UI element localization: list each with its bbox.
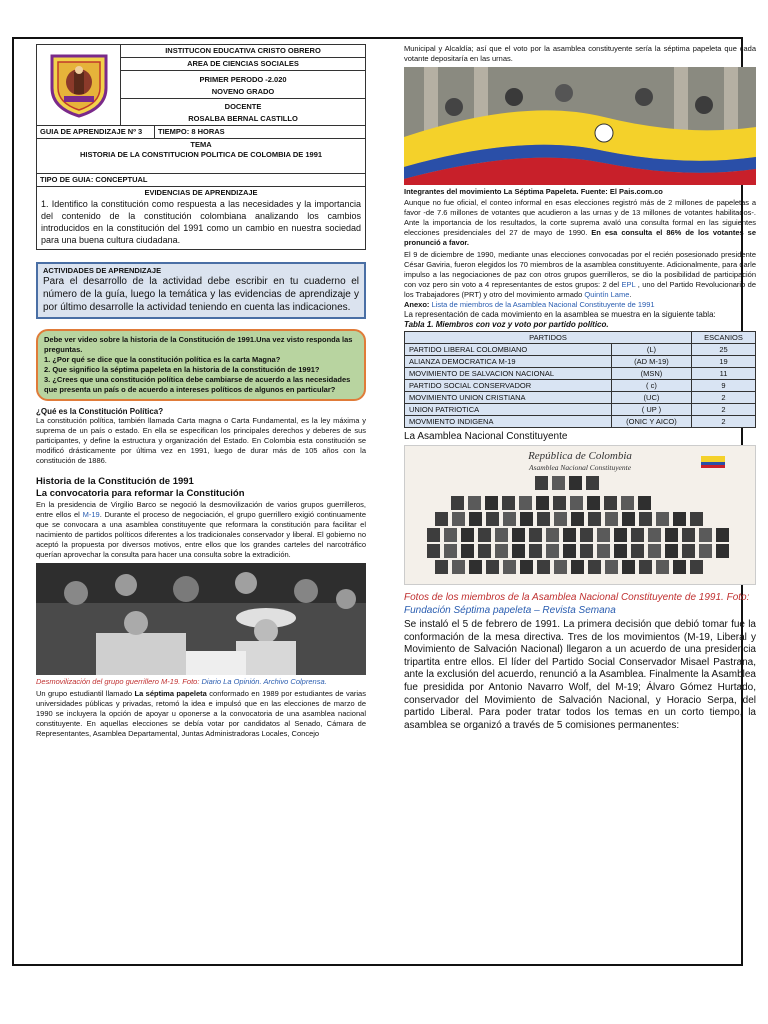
septima-text-a: Un grupo estudiantil llamado: [36, 689, 135, 698]
member-portrait: [682, 528, 695, 542]
member-portrait: [485, 496, 498, 510]
header-institution: INSTITUCON EDUCATIVA CRISTO OBRERO: [121, 45, 365, 58]
member-portrait: [699, 528, 712, 542]
member-portrait: [461, 544, 474, 558]
anexo-label: Anexo:: [404, 300, 430, 309]
member-portrait: [451, 496, 464, 510]
party-abbr: (L): [611, 344, 691, 356]
what-is-text: La constitución política, también llamada Carta magna o Carta Fundamental, es la ley máxima y suprema de un país o estado. En ella se especifican los principales derechos y deberes de sus participantes, y define la estructura y organización del Estado. En Colombia esta constitución se modificó drásticamente por última vez en 1991, luego de durar más de 105 años con la constitución de 1886.: [36, 416, 366, 465]
table-title: Tabla 1. Miembros con voz y voto por partido político.: [404, 320, 609, 329]
topic-label: TEMA: [190, 140, 212, 149]
diciembre-text-a: El 9 de diciembre de 1990, mediante unas elecciones convocadas por el recién posesionado presidente César Gaviria, fueron elegidos los 70 miembros de la asamblea constituyente. Adicionalmente, para darle impulso a las negociaciones de paz con otros grupos guerrilleros, se dio la posibilidad de participación con voz pero sin voto a 4 representantes de estos grupos: 2 del: [404, 250, 756, 289]
what-is-heading: ¿Qué es la Constitución Política?: [36, 407, 164, 416]
member-portrait: [638, 496, 651, 510]
parties-table: [404, 331, 756, 428]
member-portrait: [665, 528, 678, 542]
parties-header: PARTIDOS: [405, 332, 692, 344]
representacion-text: La representación de cada movimiento en la asamblea se muestra en la siguiente tabla:: [404, 310, 716, 319]
parties-table-body: [405, 344, 756, 428]
member-portrait: [571, 560, 584, 574]
party-name: PARTIDO LIBERAL COLOMBIANO: [405, 344, 612, 356]
member-portrait: [682, 544, 695, 558]
member-portrait: [535, 476, 548, 490]
guide-info-table: [36, 126, 366, 187]
party-seats: 25: [692, 344, 756, 356]
party-row: [405, 416, 756, 428]
member-portrait: [631, 528, 644, 542]
member-portrait: [622, 560, 635, 574]
member-portrait: [639, 560, 652, 574]
member-portrait: [639, 512, 652, 526]
epl-link[interactable]: EPL: [621, 280, 636, 289]
septima-text: [36, 689, 366, 739]
member-portrait: [435, 512, 448, 526]
member-portrait: [604, 496, 617, 510]
guide-type: TIPO DE GUIA: CONCEPTUAL: [37, 174, 366, 187]
member-portrait: [673, 560, 686, 574]
member-portrait: [427, 528, 440, 542]
septima-photo-caption: Integrantes del movimiento La Séptima Papeleta. Fuente: El Pais.com.co: [404, 187, 663, 196]
member-portrait: [699, 544, 712, 558]
member-portrait: [588, 560, 601, 574]
member-portrait: [665, 544, 678, 558]
member-portrait: [554, 512, 567, 526]
member-portrait: [427, 544, 440, 558]
anexo-link[interactable]: Lista de miembros de la Asamblea Nacional Constituyente de 1991: [429, 300, 655, 309]
member-portrait: [690, 512, 703, 526]
activities-box: [36, 262, 366, 319]
history-title: Historia de la Constitución de 1991: [36, 476, 194, 487]
member-portrait: [569, 476, 582, 490]
party-row: [405, 344, 756, 356]
member-portrait: [656, 560, 669, 574]
member-portrait: [621, 496, 634, 510]
party-name: MOVIMIENTO UNION CRISTIANA: [405, 392, 612, 404]
member-portrait: [503, 512, 516, 526]
left-column: [36, 44, 366, 739]
poster-subtitle: Asamblea Nacional Constituyente: [528, 463, 632, 472]
header-grade: NOVENO GRADO: [121, 86, 365, 99]
member-portrait: [614, 544, 627, 558]
member-portrait: [580, 528, 593, 542]
member-portrait: [529, 528, 542, 542]
member-portrait: [512, 528, 525, 542]
party-seats: 2: [692, 392, 756, 404]
party-row: [405, 380, 756, 392]
member-portrait: [570, 496, 583, 510]
member-portrait: [546, 528, 559, 542]
party-abbr: ( UP ): [611, 404, 691, 416]
fotos-caption-text: Fotos de los miembros de la Asamblea Nacional Constituyente de 1991. Foto:: [404, 592, 750, 603]
fotos-caption: [404, 591, 756, 617]
m19-link[interactable]: M-19: [82, 510, 100, 519]
member-portrait: [478, 544, 491, 558]
anexo-line: [404, 300, 756, 310]
party-seats: 2: [692, 416, 756, 428]
conteo-text-a: Aunque no fue oficial, el conteo informal en esas elecciones registró más de 2 millones de papeletas a favor -de 7.6 millones de votantes que acudieron a las urnas y de 13 millones de votantes habilitados-. Ante la importancia de los resultados, la corte suprema avaló una consulta formal en las siguientes elecciones presidenciales del 27 de mayo de 1990.: [404, 198, 756, 237]
seats-header: ESCANIOS: [692, 332, 756, 344]
questions-box: [36, 329, 366, 401]
septima-text-b: conformado en 1989 por estudiantes de varias universidades públicas y privadas, retomó la idea e impulsó que en las elecciones de marzo de 1990 se incluyera la opción de apoyar u oponerse a la convocatoria de una asamblea nacional constituyente. En aquellas elecciones se debía votar por candidatos al Senado, Cámara de Representantes, Asamblea Departamental, Juntas Administradoras Locales, Concejo: [36, 689, 366, 738]
conteo-bold: En esa consulta el 86% de los votantes se pronunció a favor.: [404, 228, 756, 247]
quintin-lame-link[interactable]: Quintín Lame: [584, 290, 630, 299]
member-portrait: [586, 476, 599, 490]
m19-photo-caption: [36, 677, 366, 686]
fotos-caption-link[interactable]: Fundación Séptima papeleta – Revista Semana: [404, 605, 616, 616]
party-abbr: (AD M-19): [611, 356, 691, 368]
member-portrait: [552, 476, 565, 490]
member-portrait: [469, 512, 482, 526]
institution-header: [36, 44, 366, 126]
member-portrait: [553, 496, 566, 510]
asamblea-heading: La Asamblea Nacional Constituyente: [404, 431, 568, 442]
party-abbr: ( c): [611, 380, 691, 392]
topic-title: HISTORIA DE LA CONSTITUCION POLITICA DE COLOMBIA DE 1991: [79, 150, 323, 159]
member-portrait: [587, 496, 600, 510]
member-portrait: [444, 528, 457, 542]
question-1: 1. ¿Por qué se dice que la constitución política es la carta Magna?: [44, 355, 281, 364]
member-portrait: [452, 512, 465, 526]
guide-time: TIEMPO: 8 HORAS: [155, 126, 366, 139]
questions-intro: Debe ver video sobre la historia de la Constitución de 1991.Una vez visto responda las preguntas.: [44, 335, 353, 354]
member-portrait: [502, 496, 515, 510]
m19-caption-text: Desmovilización del grupo guerrillero M-19. Foto:: [36, 677, 202, 686]
asamblea-members-poster: [404, 445, 756, 585]
member-portrait: [486, 512, 499, 526]
member-portrait: [597, 528, 610, 542]
member-portrait: [716, 528, 729, 542]
party-row: [405, 356, 756, 368]
party-name: UNION PATRIOTICA: [405, 404, 612, 416]
member-portrait: [546, 544, 559, 558]
guide-number: GUIA DE APRENDIZAJE Nº 3: [37, 126, 155, 139]
poster-grid-svg: [405, 446, 756, 585]
member-portrait: [563, 528, 576, 542]
header-rows: [121, 45, 365, 125]
member-portrait: [520, 512, 533, 526]
party-name: PARTIDO SOCIAL CONSERVADOR: [405, 380, 612, 392]
right-intro: Municipal y Alcaldía; así que el voto por la asamblea constituyente sería la séptima papeleta que cada votante depositaría en las urnas.: [404, 44, 756, 63]
member-portrait: [605, 560, 618, 574]
member-portrait: [673, 512, 686, 526]
party-name: MOVIMIENTO DE SALVACION NACIONAL: [405, 368, 612, 380]
member-portrait: [461, 528, 474, 542]
instalo-text: Se instaló el 5 de febrero de 1991. La primera decisión que debió tomar fue la conformación de la mesa directiva. Tres de los movimientos (M-19, Liberal y Movimiento de Salvación Nacional) llegaron a un acuerdo de una presidencia tripartita entre ellos. El líder del Partido Social Conservador Misael Pastrana, ante la exclusión del acuerdo, renunció a la Asamblea. Finalmente la Asamblea fue presidida por Antonio Navarro Wolf, del M-19; Álvaro Gómez Hurtado, conservador del Movimiento de Salvación Nacional, y Horacio Serpa, del partido Liberal. Para poder tratar todos los temas en un corto tiempo, la asamblea se organizó a través de 5 comisiones permanentes:: [404, 619, 756, 731]
diciembre-text-b: , uno del Partido Revolucionario de los Trabajadores (PRT) y otro del movimiento armado: [404, 280, 756, 299]
member-portrait: [605, 512, 618, 526]
party-seats: 11: [692, 368, 756, 380]
evidence-title: EVIDENCIAS DE APRENDIZAJE: [144, 188, 258, 197]
party-name: ALIANZA DEMOCRATICA M-19: [405, 356, 612, 368]
member-portrait: [486, 560, 499, 574]
m19-demobilization-photo: [36, 563, 366, 675]
member-portrait: [478, 528, 491, 542]
member-portrait: [444, 544, 457, 558]
member-portrait: [622, 512, 635, 526]
member-portrait: [452, 560, 465, 574]
conteo-text: [404, 198, 756, 248]
activities-title: ACTIVIDADES DE APRENDIZAJE: [43, 266, 162, 275]
septima-papeleta-photo: [404, 67, 756, 185]
school-logo: [37, 45, 121, 125]
evidence-box: [36, 187, 366, 250]
member-portrait: [648, 544, 661, 558]
member-portrait: [495, 528, 508, 542]
member-portrait: [563, 544, 576, 558]
party-abbr: (ONIC Y AICO): [611, 416, 691, 428]
septima-bold: La séptima papeleta: [134, 689, 207, 698]
history-subtitle: La convocatoria para reformar la Constitución: [36, 488, 245, 499]
party-abbr: (UC): [611, 392, 691, 404]
party-seats: 9: [692, 380, 756, 392]
member-portrait: [519, 496, 532, 510]
party-row: [405, 368, 756, 380]
party-seats: 19: [692, 356, 756, 368]
member-portrait: [554, 560, 567, 574]
right-column: [404, 44, 756, 732]
party-row: [405, 404, 756, 416]
history-text-b: . Durante el proceso de negociación, el grupo guerrillero exigió continuamente que se convocara a una asamblea constituyente que reformara la constitución para facilitar el nacimiento de partidos políticos diferentes a los tradicionales conservador y liberal. El gobierno no aceptó la propuesta por diversos motivos, entre ellos que los grandes carteles del narcotráfico querían aprovechar la consulta para hacer una consulta sobre la extradición.: [36, 510, 367, 559]
question-3: 3. ¿Crees que una constitución política debe cambiarse de acuerdo a las necesidades que presenta un país o de acuerdo a intereses políticos de algunos en particular?: [44, 375, 351, 394]
member-portrait: [597, 544, 610, 558]
member-portrait: [614, 528, 627, 542]
member-portrait: [495, 544, 508, 558]
member-portrait: [571, 512, 584, 526]
party-name: MOVMIENTO INDIGENA: [405, 416, 612, 428]
diciembre-text-c: .: [629, 290, 632, 299]
history-text-a: En la presidencia de Virgilio Barco se negoció la desmovilización de varios grupos guerrilleros, entre ellos el: [36, 500, 366, 519]
diciembre-text: [404, 250, 756, 300]
header-docente-label: DOCENTE: [224, 102, 262, 111]
party-row: [405, 392, 756, 404]
member-portrait: [520, 560, 533, 574]
member-portrait: [536, 496, 549, 510]
topic-cell: [37, 139, 366, 174]
party-seats: 2: [692, 404, 756, 416]
header-area: AREA DE CIENCIAS SOCIALES: [121, 58, 365, 71]
member-portrait: [469, 560, 482, 574]
member-portrait: [656, 512, 669, 526]
member-portrait: [537, 512, 550, 526]
evidence-text: 1. Identifico la constitución como respuesta a las necesidades y la importancia del contenido de la constitución colombiana analizando los cambios introducidos en la constitución del 1991 como un cambio en nuestra sociedad para una buena cultura ciudadana.: [41, 199, 361, 245]
m19-caption-source-link[interactable]: Diario La Opinión. Archivo Colprensa.: [201, 677, 327, 686]
member-portrait: [468, 496, 481, 510]
member-portrait: [529, 544, 542, 558]
school-crest-icon: [44, 52, 114, 118]
member-portrait: [537, 560, 550, 574]
member-portrait: [503, 560, 516, 574]
member-portrait: [512, 544, 525, 558]
member-portrait: [716, 544, 729, 558]
question-2: 2. Que significo la séptima papeleta en la historia de la constitución de 1991?: [44, 365, 320, 374]
header-teacher-name: ROSALBA BERNAL CASTILLO: [188, 114, 298, 123]
member-portrait: [648, 528, 661, 542]
member-portrait: [580, 544, 593, 558]
member-portrait: [435, 560, 448, 574]
member-portrait: [588, 512, 601, 526]
activities-text: Para el desarrollo de la actividad debe escribir en tu cuaderno el número de la guía, luego la temática y las evidencias de aprendizaje y por último desarrolle la actividad teniendo en cuenta las indicaciones.: [43, 276, 359, 313]
party-abbr: (MSN): [611, 368, 691, 380]
member-portrait: [690, 560, 703, 574]
header-period: PRIMER PERODO -2.020: [199, 75, 287, 84]
history-text: [36, 500, 366, 560]
poster-title: República de Colombia: [528, 450, 632, 462]
member-portrait: [631, 544, 644, 558]
